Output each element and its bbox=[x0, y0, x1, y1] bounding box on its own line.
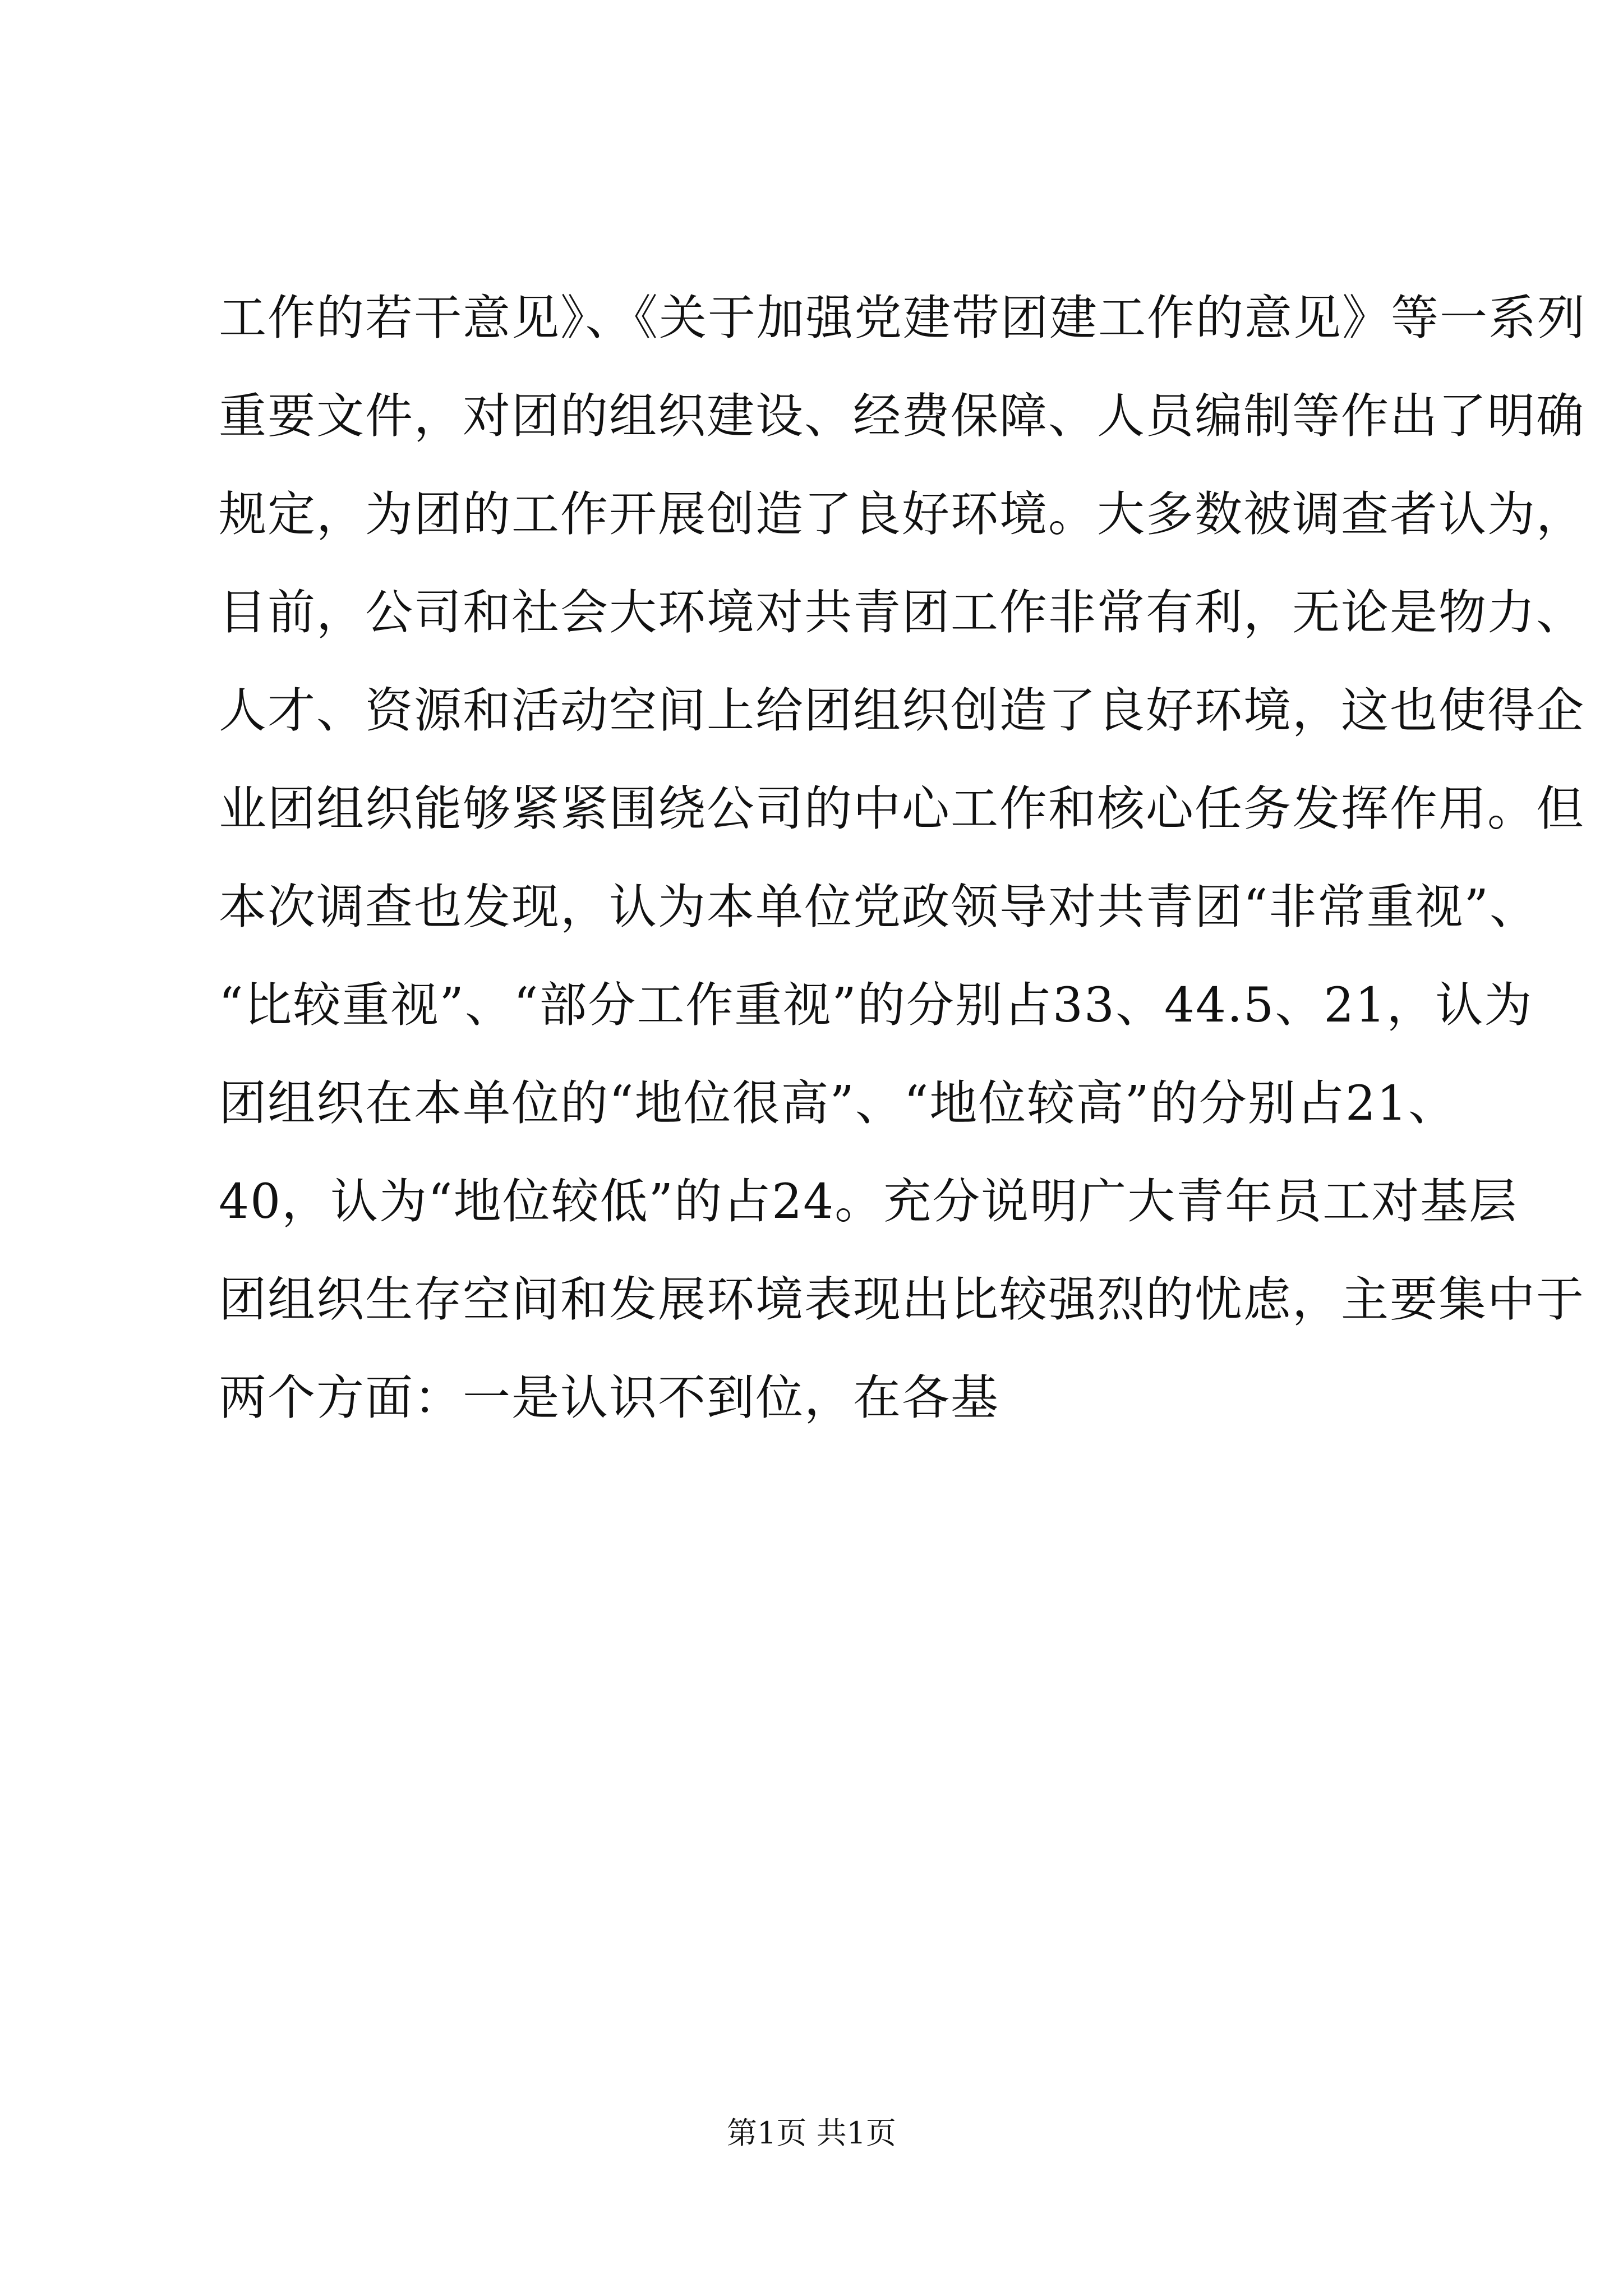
text-line: 本次调查也发现，认为本单位党政领导对共青团“非常重视”、 bbox=[219, 880, 1538, 935]
text-line: 目前，公司和社会大环境对共青团工作非常有利，无论是物力、 bbox=[219, 585, 1585, 641]
text-line: “比较重视”、“部分工作重视”的分别占33、44.5、21，认为 bbox=[219, 978, 1533, 1033]
text-line: 两个方面：一是认识不到位，在各基 bbox=[219, 1370, 1000, 1426]
text-line: 团组织在本单位的“地位很高”、“地位较高”的分别占21、 bbox=[219, 1076, 1457, 1131]
text-line: 团组织生存空间和发展环境表现出比较强烈的忧虑，主要集中于 bbox=[219, 1272, 1585, 1328]
text-line: 重要文件，对团的组织建设、经费保障、人员编制等作出了明确 bbox=[219, 389, 1585, 444]
text-line: 人才、资源和活动空间上给团组织创造了良好环境，这也使得企 bbox=[219, 683, 1585, 739]
text-line: 40，认为“地位较低”的占24。充分说明广大青年员工对基层 bbox=[219, 1174, 1518, 1230]
page-footer: 第1页 共1页 bbox=[727, 2115, 896, 2151]
text-line: 规定，为团的工作开展创造了良好环境。大多数被调查者认为， bbox=[219, 487, 1585, 542]
text-line: 工作的若干意见》、《关于加强党建带团建工作的意见》等一系列 bbox=[219, 291, 1587, 346]
text-line: 业团组织能够紧紧围绕公司的中心工作和核心任务发挥作用。但 bbox=[219, 781, 1585, 837]
body-paragraph bbox=[219, 269, 1587, 1447]
